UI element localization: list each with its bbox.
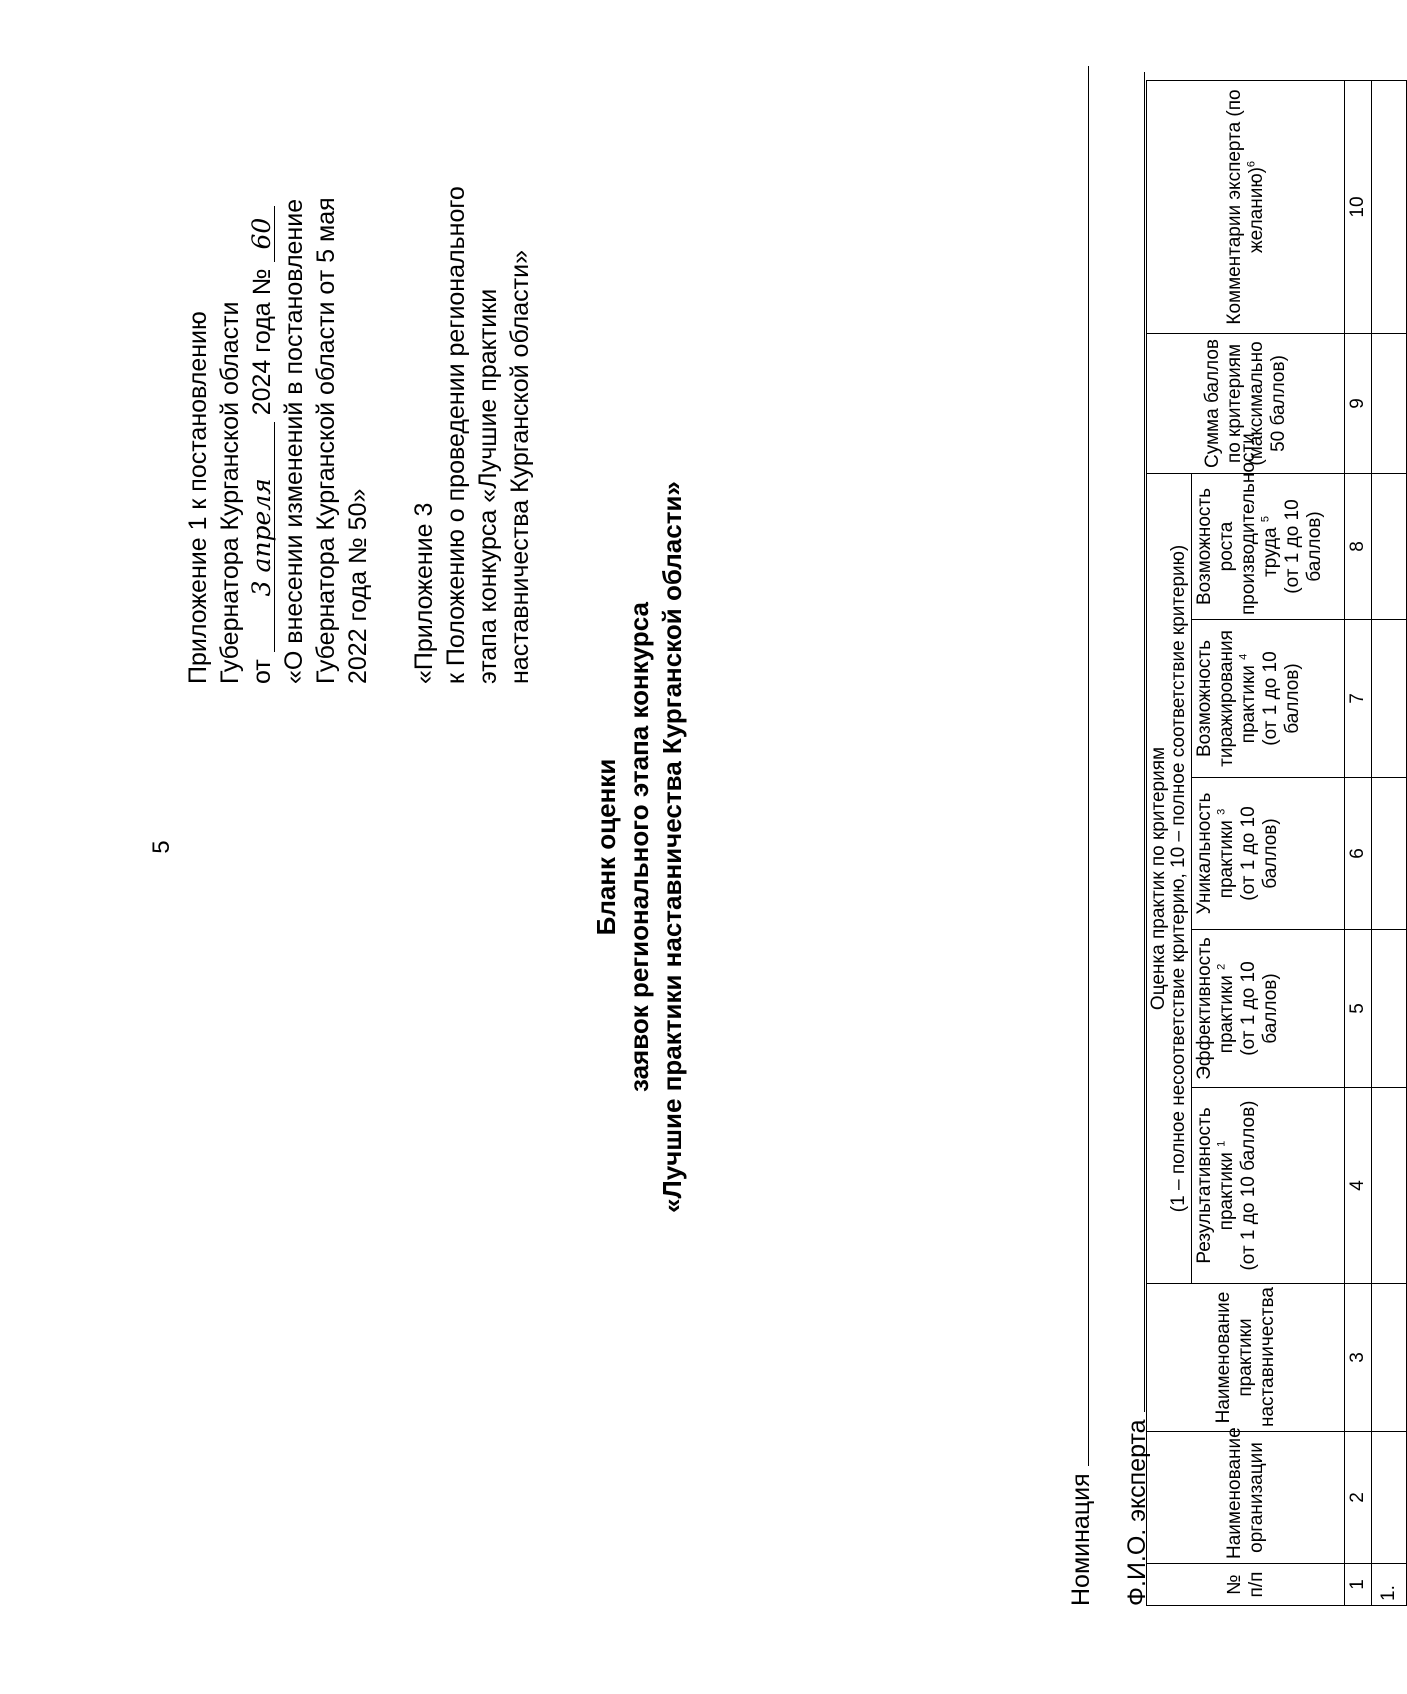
appendix-line: 2022 года № 50»: [344, 488, 372, 684]
criterion-footnote: 4: [1237, 653, 1250, 660]
handwritten-date: 3 апреля: [250, 422, 275, 652]
criterion-range: (от 1 до 10 баллов): [1282, 499, 1325, 594]
appendix-line: Губернатора Курганской области от 5 мая: [312, 197, 340, 684]
title-line: Бланк оценки: [591, 758, 621, 936]
column-number: 5: [1345, 930, 1372, 1088]
header-organization: Наименование организации: [1147, 1432, 1345, 1564]
expert-label: Ф.И.О. эксперта: [1123, 1419, 1151, 1606]
header-criterion-5: [1192, 433, 1345, 619]
appendix-header: [182, 104, 536, 684]
criterion-2-score-cell[interactable]: [1372, 930, 1407, 1088]
nomination-field: [1066, 66, 1096, 1606]
practice-name-cell[interactable]: [1372, 1284, 1407, 1432]
comment-cell[interactable]: [1372, 80, 1407, 333]
header-sum: Сумма баллов по критериям (максимально 50 баллов): [1147, 333, 1345, 473]
criterion-range: (от 1 до 10 баллов): [1238, 1100, 1259, 1271]
appendix-ref-line: «Приложение 3: [410, 502, 438, 684]
criterion-range: (от 1 до 10 баллов): [1260, 651, 1303, 746]
date-year: 2024 года №: [248, 268, 276, 416]
criterion-name: Уникальность практики: [1194, 792, 1237, 915]
header-criteria-group: [1147, 473, 1192, 1283]
header-practice-name: Наименование практики наставничества: [1147, 1284, 1345, 1432]
header-criterion-1: [1192, 1088, 1345, 1284]
expert-blank: [1122, 72, 1145, 1412]
column-number: 7: [1345, 620, 1372, 778]
criterion-name: Эффективность практики: [1194, 937, 1237, 1080]
criteria-group-scale: (1 – полное несоответствие критерию, 10 – полное соответствие критерию): [1168, 544, 1189, 1213]
handwritten-number: 60: [250, 206, 275, 262]
evaluation-table: [1146, 80, 1407, 1606]
nomination-blank: [1066, 66, 1089, 1466]
header-criterion-3: [1192, 778, 1345, 930]
column-number: 10: [1345, 80, 1372, 333]
column-number: 2: [1345, 1432, 1372, 1564]
column-number: 8: [1345, 473, 1372, 619]
criteria-group-title: Оценка практик по критериям: [1148, 746, 1169, 1011]
appendix-date-line: [246, 104, 278, 684]
organization-cell[interactable]: [1372, 1432, 1407, 1564]
date-prefix: от: [248, 659, 276, 684]
document-title: [590, 0, 689, 1694]
row-number: 1.: [1372, 1564, 1407, 1606]
criterion-footnote: 5: [1259, 516, 1272, 523]
criterion-footnote: 2: [1215, 963, 1228, 970]
column-number: 3: [1345, 1284, 1372, 1432]
column-number: 9: [1345, 333, 1372, 473]
comment-label: Комментарии эксперта (по желанию): [1223, 89, 1267, 325]
table-row: [1372, 80, 1407, 1605]
header-criterion-2: [1192, 930, 1345, 1088]
criterion-1-score-cell[interactable]: [1372, 1088, 1407, 1284]
nomination-label: Номинация: [1067, 1473, 1095, 1606]
header-comment: [1147, 80, 1345, 333]
table-header-row: [1147, 80, 1192, 1605]
criterion-range: (от 1 до 10 баллов): [1238, 961, 1281, 1056]
appendix-line: Губернатора Курганской области: [216, 301, 244, 684]
criterion-name: Возможность тиражирования практики: [1194, 630, 1259, 767]
column-number: 1: [1345, 1564, 1372, 1606]
appendix-line: «О внесении изменений в постановление: [280, 198, 308, 684]
criterion-name: Результативность практики: [1194, 1107, 1237, 1264]
header-criterion-4: [1192, 620, 1345, 778]
criterion-footnote: 1: [1215, 1140, 1228, 1147]
column-number: 6: [1345, 778, 1372, 930]
title-line: заявок регионального этапа конкурса: [624, 602, 654, 1092]
appendix-line: Приложение 1 к постановлению: [184, 311, 212, 684]
sum-cell[interactable]: [1372, 333, 1407, 473]
comment-footnote: 6: [1245, 160, 1258, 168]
criterion-5-score-cell[interactable]: [1372, 473, 1407, 619]
criterion-range: (от 1 до 10 баллов): [1238, 806, 1281, 901]
criterion-footnote: 3: [1215, 808, 1228, 815]
appendix-ref-line: этапа конкурса «Лучшие практики: [474, 288, 502, 684]
criterion-3-score-cell[interactable]: [1372, 778, 1407, 930]
appendix-ref-line: наставничества Курганской области»: [506, 250, 534, 684]
appendix-ref-line: к Положению о проведении регионального: [442, 186, 470, 684]
column-number-row: [1345, 80, 1372, 1605]
criterion-name: Возможность роста производительности труда: [1194, 433, 1281, 615]
criterion-4-score-cell[interactable]: [1372, 620, 1407, 778]
column-number: 4: [1345, 1088, 1372, 1284]
title-line: «Лучшие практики наставничества Курганской области»: [657, 481, 687, 1213]
header-number: № п/п: [1147, 1564, 1345, 1606]
page-number: 5: [148, 840, 175, 854]
